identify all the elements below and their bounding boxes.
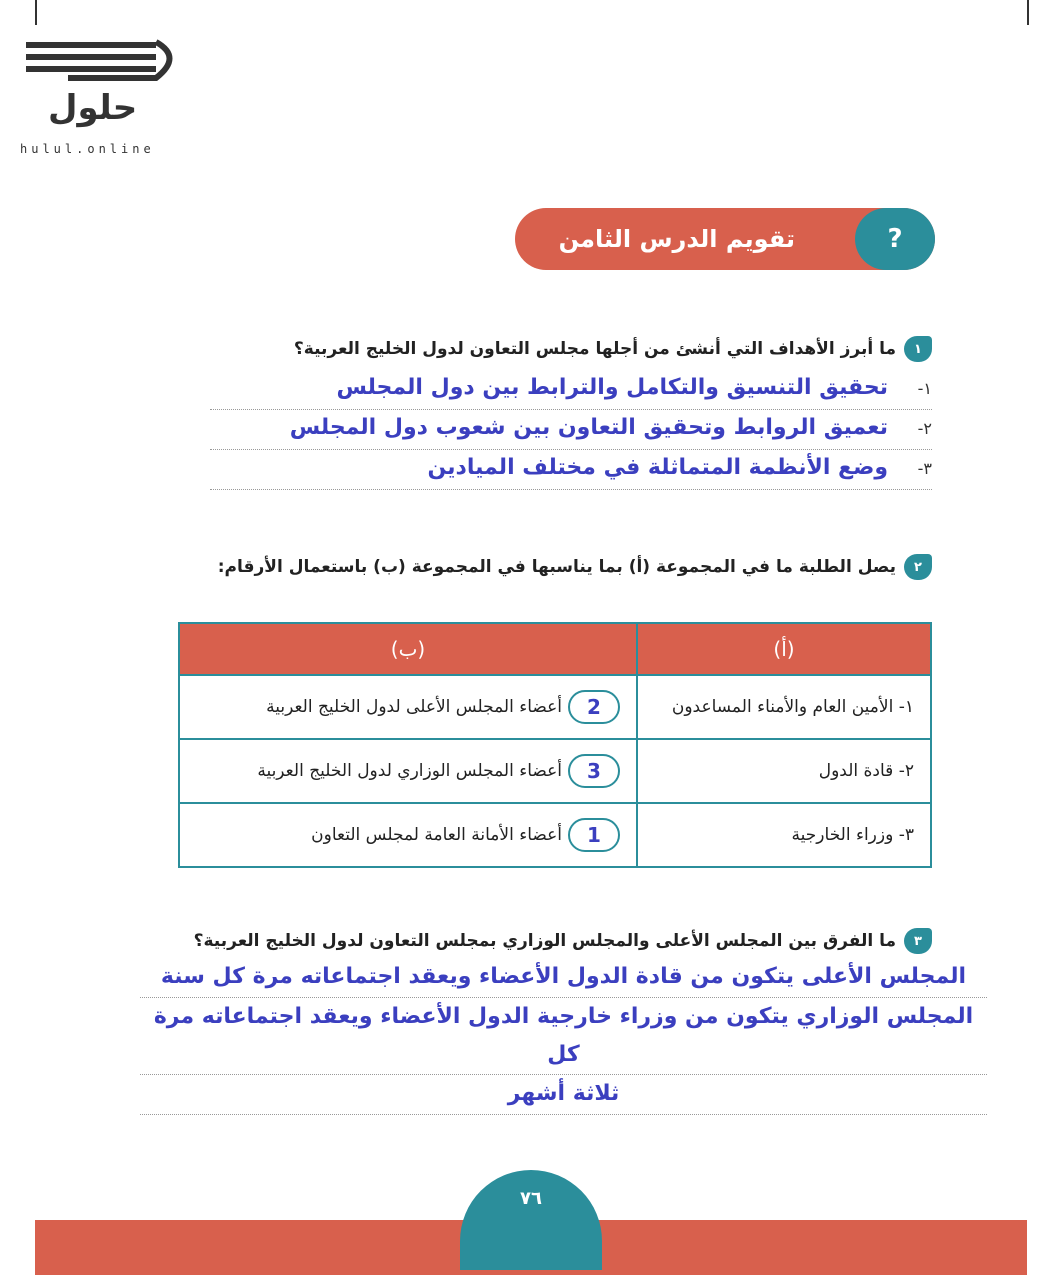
- cell-b: [179, 739, 637, 803]
- cell-b-text: أعضاء الأمانة العامة لمجلس التعاون: [311, 825, 562, 845]
- table-row: [179, 675, 931, 739]
- cell-b: [179, 675, 637, 739]
- thinking-question-icon: ?: [855, 208, 935, 270]
- header-b: (ب): [179, 623, 637, 675]
- question-text: يصل الطلبة ما في المجموعة (أ) بما يناسبها في المجموعة (ب) باستعمال الأرقام:: [217, 557, 896, 577]
- answer-text: وضع الأنظمة المتماثلة في مختلف الميادين: [427, 455, 888, 480]
- answer-list: [210, 370, 932, 490]
- answer-line: المجلس الوزاري يتكون من وزراء خارجية الدول الأعضاء ويعقد اجتماعاته مرة كل: [140, 998, 987, 1075]
- logo: [18, 30, 188, 135]
- match-number[interactable]: 3: [568, 754, 620, 788]
- answer-number: ٣-: [917, 459, 932, 478]
- answer-line: ثلاثة أشهر: [140, 1075, 987, 1115]
- table-row: [179, 803, 931, 867]
- cell-a: ٣- وزراء الخارجية: [637, 803, 931, 867]
- table-row: [179, 739, 931, 803]
- question-number: ٣: [904, 928, 932, 954]
- logo-url: hulul.online: [20, 142, 155, 156]
- question-number: ٢: [904, 554, 932, 580]
- logo-brand: حلول: [48, 88, 138, 128]
- lesson-title-banner: [515, 208, 935, 270]
- answer-line: [210, 450, 932, 490]
- crop-mark: [1027, 0, 1029, 25]
- answer-number: ٢-: [917, 419, 932, 438]
- answer-number: ١-: [917, 379, 932, 398]
- question-text: ما الفرق بين المجلس الأعلى والمجلس الوزاري بمجلس التعاون لدول الخليج العربية؟: [193, 931, 896, 951]
- cell-b-text: أعضاء المجلس الأعلى لدول الخليج العربية: [266, 697, 562, 717]
- match-number[interactable]: 1: [568, 818, 620, 852]
- header-a: (أ): [637, 623, 931, 675]
- answer-text: تحقيق التنسيق والتكامل والترابط بين دول المجلس: [336, 375, 888, 400]
- question-1: [294, 336, 932, 362]
- answer-line: المجلس الأعلى يتكون من قادة الدول الأعضاء ويعقد اجتماعاته مرة كل سنة: [140, 958, 987, 998]
- page-number-tab: [460, 1170, 602, 1270]
- match-number[interactable]: 2: [568, 690, 620, 724]
- answer-line: [210, 370, 932, 410]
- matching-table: [178, 622, 932, 868]
- question-text: ما أبرز الأهداف التي أنشئ من أجلها مجلس التعاون لدول الخليج العربية؟: [293, 339, 896, 359]
- cell-a: ٢- قادة الدول: [637, 739, 931, 803]
- cell-b: [179, 803, 637, 867]
- page-number: ٧٦: [520, 1188, 542, 1209]
- cell-b-text: أعضاء المجلس الوزاري لدول الخليج العربية: [257, 761, 562, 781]
- cell-a: ١- الأمين العام والأمناء المساعدون: [637, 675, 931, 739]
- answer-line: [210, 410, 932, 450]
- lesson-title: تقويم الدرس الثامن: [558, 225, 795, 253]
- question-number: ١: [904, 336, 932, 362]
- crop-mark: [35, 0, 37, 25]
- answer-block: [140, 958, 987, 1115]
- answer-text: تعميق الروابط وتحقيق التعاون بين شعوب دول المجلس: [289, 415, 888, 440]
- question-3: [194, 928, 932, 954]
- question-2: [218, 554, 932, 580]
